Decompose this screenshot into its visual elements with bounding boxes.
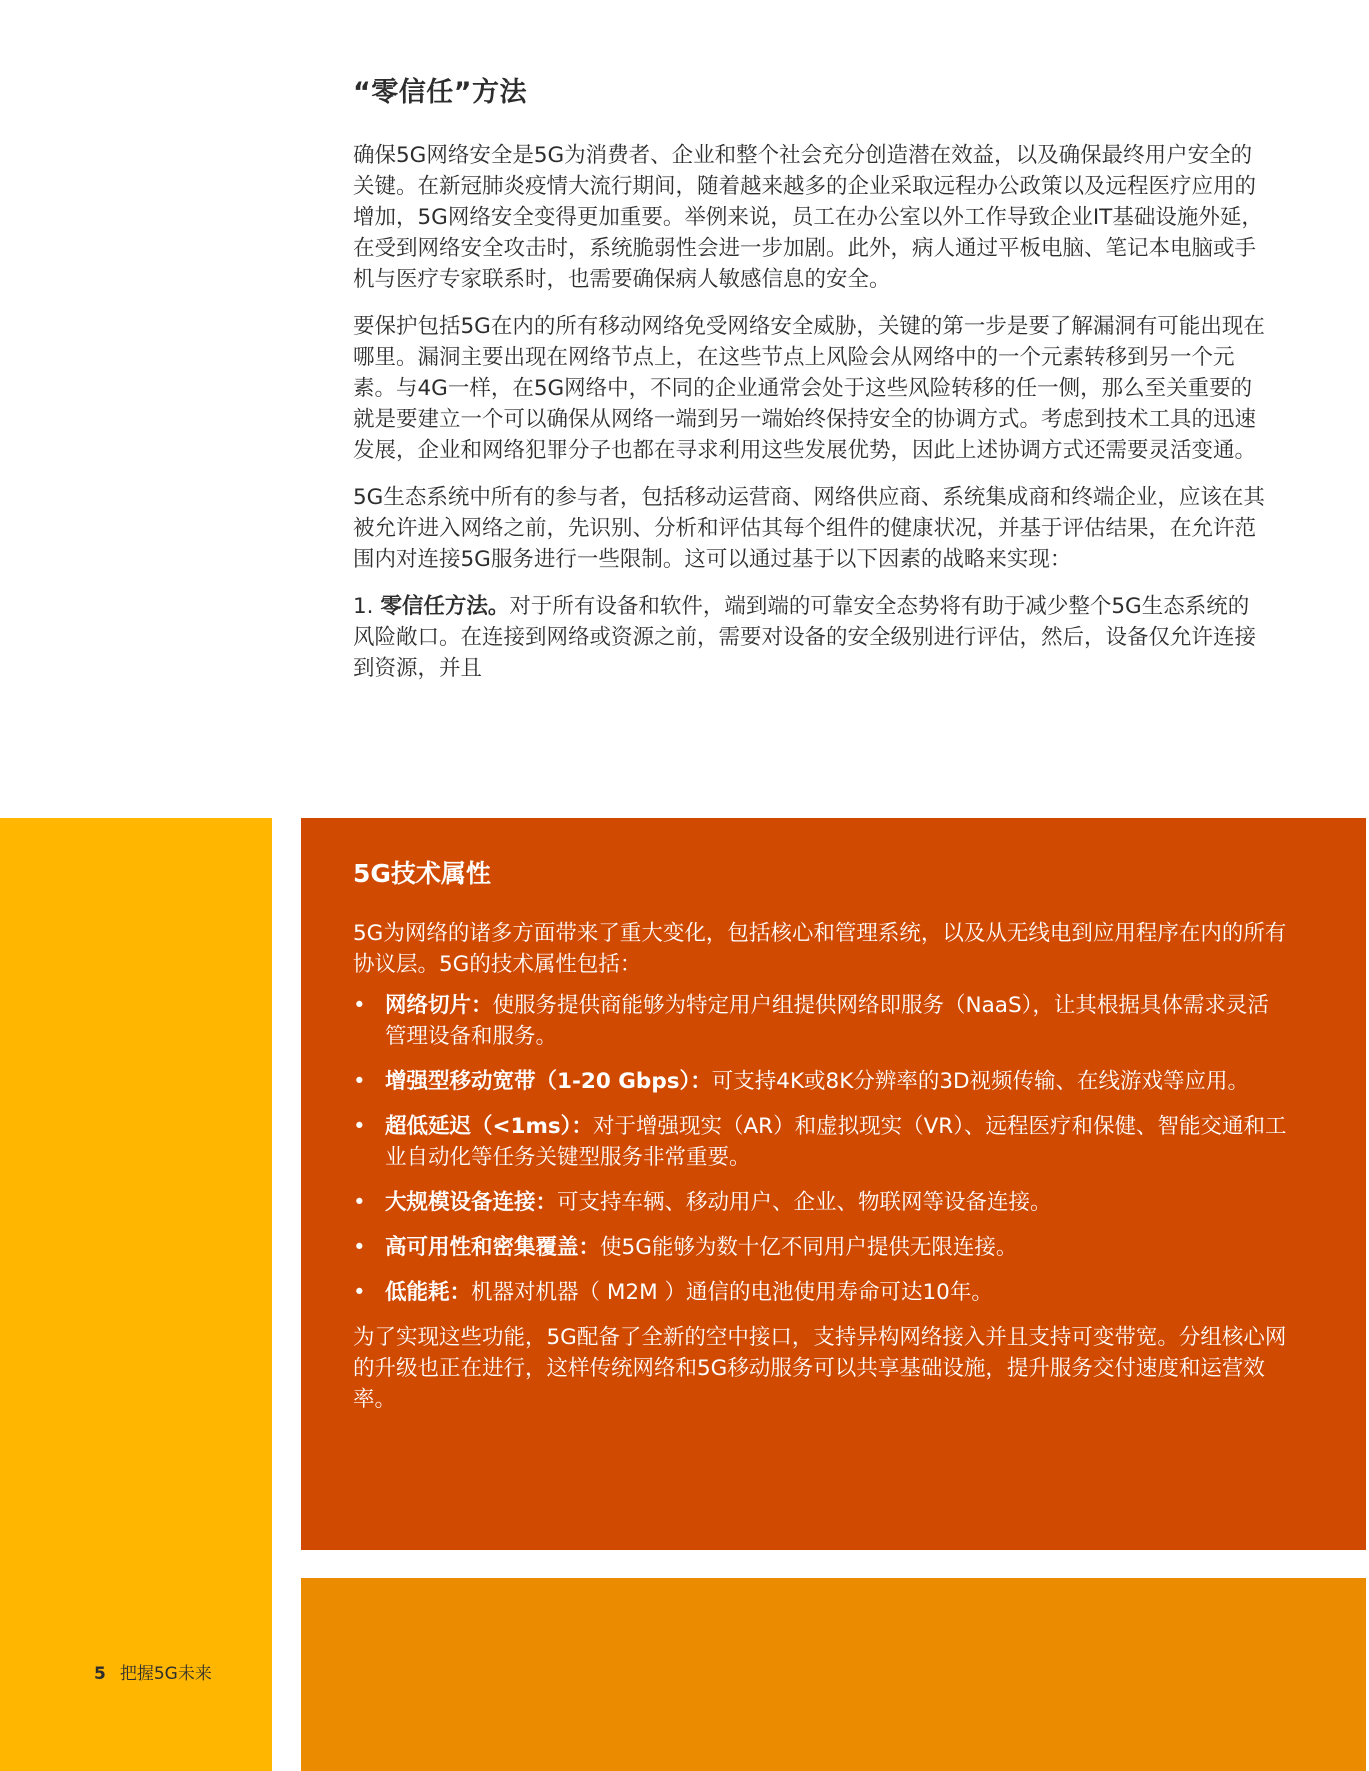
bullet-text: 使5G能够为数十亿不同用户提供无限连接。 — [600, 1235, 1018, 1260]
numbered-item-number: 1. — [353, 594, 381, 619]
bullet-text: 可支持车辆、移动用户、企业、物联网等设备连接。 — [557, 1190, 1052, 1215]
box-intro: 5G为网络的诸多方面带来了重大变化，包括核心和管理系统，以及从无线电到应用程序在内的所有协议层。5G的技术属性包括： — [353, 921, 1287, 977]
bullet-icon: • — [353, 1190, 366, 1215]
bullet-term: 低能耗： — [385, 1280, 472, 1305]
numbered-item-text: 对于所有设备和软件，端到端的可靠安全态势将有助于减少整个5G生态系统的风险敞口。在连接到网络或资源之前，需要对设备的安全级别进行评估，然后，设备仅允许连接到资源，并且 — [353, 594, 1257, 681]
page-footer — [94, 1663, 212, 1685]
bullet-term: 超低延迟（<1ms）： — [385, 1114, 593, 1139]
box-closing: 为了实现这些功能，5G配备了全新的空中接口，支持异构网络接入并且支持可变带宽。分组核心网的升级也正在进行，这样传统网络和5G移动服务可以共享基础设施，提升服务交付速度和运营效率。 — [353, 1325, 1287, 1412]
bullet-text: 使服务提供商能够为特定用户组提供网络即服务（NaaS），让其根据具体需求灵活管理设备和服务。 — [385, 993, 1269, 1049]
bullet-text: 机器对机器（ M2M ）通信的电池使用寿命可达10年。 — [471, 1280, 993, 1305]
body-paragraph-3: 5G生态系统中所有的参与者，包括移动运营商、网络供应商、系统集成商和终端企业，应该在其被允许进入网络之前，先识别、分析和评估其每个组件的健康状况，并基于评估结果，在允许范围内对连接5G服务进行一些限制。这可以通过基于以下因素的战略来实现： — [353, 485, 1265, 572]
numbered-item-1 — [353, 591, 1268, 684]
list-item — [353, 1187, 1288, 1218]
section-title: “零信任”方法 — [353, 77, 527, 108]
list-item — [353, 1277, 1288, 1308]
tech-attributes-content — [353, 854, 1288, 1425]
body-paragraph-2: 要保护包括5G在内的所有移动网络免受网络安全威胁，关键的第一步是要了解漏洞有可能出现在哪里。漏洞主要出现在网络节点上，在这些节点上风险会从网络中的一个元素转移到另一个元素。与4G一样，在5G网络中，不同的企业通常会处于这些风险转移的任一侧，那么至关重要的就是要建立一个可以确保从网络一端到另一端始终保持安全的协调方式。考虑到技术工具的迅速发展，企业和网络犯罪分子也都在寻求利用这些发展优势，因此上述协调方式还需要灵活变通。 — [353, 314, 1265, 463]
main-column — [353, 72, 1268, 700]
bullet-icon: • — [353, 1114, 366, 1139]
bullet-term: 网络切片： — [385, 993, 493, 1018]
bullet-term: 高可用性和密集覆盖： — [385, 1235, 601, 1260]
attribute-list — [353, 990, 1288, 1308]
bullet-text: 对于增强现实（AR）和虚拟现实（VR）、远程医疗和保健、智能交通和工业自动化等任务关键型服务非常重要。 — [385, 1114, 1287, 1170]
tech-attributes-box — [301, 818, 1366, 1550]
box-title: 5G技术属性 — [353, 859, 491, 888]
list-item — [353, 990, 1288, 1052]
amber-decorative-box — [301, 1578, 1366, 1771]
list-item — [353, 1111, 1288, 1173]
yellow-side-band — [0, 818, 272, 1771]
bullet-icon: • — [353, 1069, 366, 1094]
bullet-icon: • — [353, 1235, 366, 1260]
bullet-text: 可支持4K或8K分辨率的3D视频传输、在线游戏等应用。 — [711, 1069, 1250, 1094]
page-number: 5 — [94, 1664, 106, 1684]
list-item — [353, 1232, 1288, 1263]
footer-doc-title: 把握5G未来 — [119, 1664, 212, 1684]
bullet-term: 增强型移动宽带（1-20 Gbps）： — [385, 1069, 712, 1094]
bullet-icon: • — [353, 993, 366, 1018]
bullet-term: 大规模设备连接： — [385, 1190, 558, 1215]
body-paragraph-1: 确保5G网络安全是5G为消费者、企业和整个社会充分创造潜在效益，以及确保最终用户安全的关键。在新冠肺炎疫情大流行期间，随着越来越多的企业采取远程办公政策以及远程医疗应用的增加，5G网络安全变得更加重要。举例来说，员工在办公室以外工作导致企业IT基础设施外延，在受到网络安全攻击时，系统脆弱性会进一步加剧。此外，病人通过平板电脑、笔记本电脑或手机与医疗专家联系时，也需要确保病人敏感信息的安全。 — [353, 143, 1263, 292]
list-item — [353, 1066, 1288, 1097]
bullet-icon: • — [353, 1280, 366, 1305]
numbered-item-heading: 零信任方法。 — [380, 594, 510, 619]
